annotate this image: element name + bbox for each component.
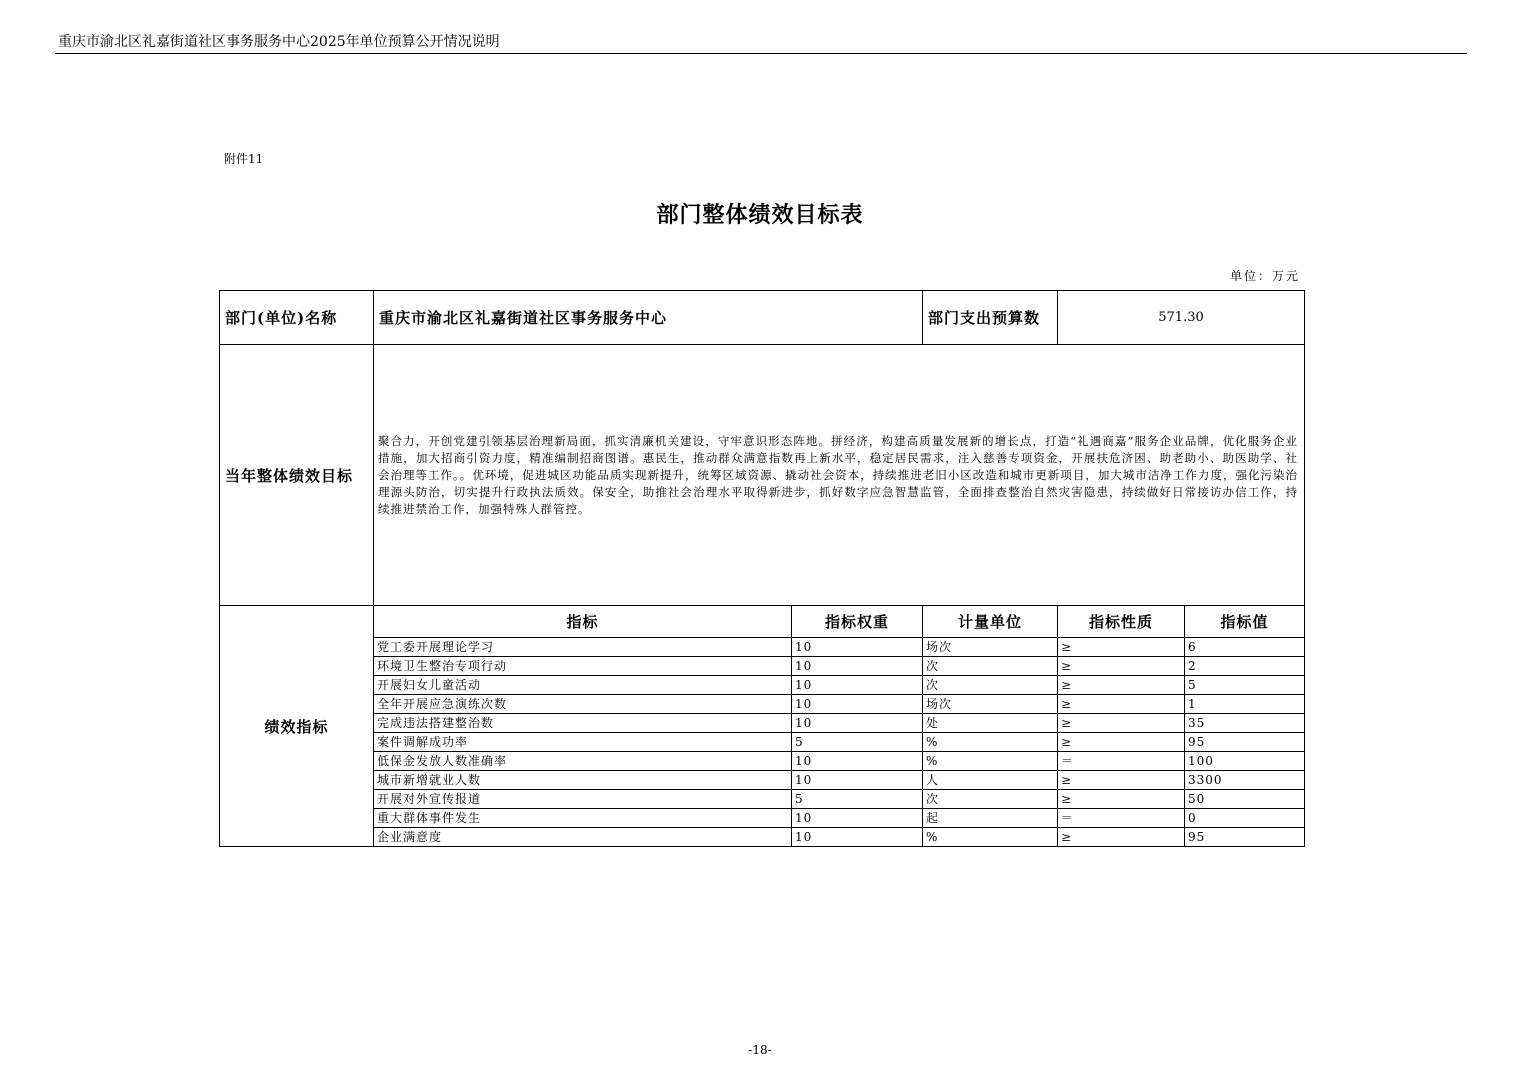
indicator-weight: 10 xyxy=(792,657,923,676)
unit-note: 单位：万元 xyxy=(1229,269,1300,283)
indicator-name: 党工委开展理论学习 xyxy=(374,638,792,657)
indicator-nature: ≥ xyxy=(1058,714,1185,733)
column-header-value: 指标值 xyxy=(1185,606,1305,638)
indicator-unit: 次 xyxy=(923,790,1058,809)
table-row xyxy=(220,733,1305,752)
indicator-section-label: 绩效指标 xyxy=(220,606,374,847)
budget-label: 部门支出预算数 xyxy=(923,291,1058,345)
indicator-value: 35 xyxy=(1185,714,1305,733)
table-row xyxy=(220,695,1305,714)
indicator-weight: 5 xyxy=(792,790,923,809)
table-row xyxy=(220,657,1305,676)
indicator-nature: ≥ xyxy=(1058,733,1185,752)
indicator-unit: 次 xyxy=(923,676,1058,695)
indicator-value: 3300 xyxy=(1185,771,1305,790)
annual-goal-row xyxy=(220,345,1305,606)
table-row xyxy=(220,638,1305,657)
indicator-name: 开展对外宣传报道 xyxy=(374,790,792,809)
indicator-value: 2 xyxy=(1185,657,1305,676)
table-row xyxy=(220,828,1305,847)
indicator-unit: 场次 xyxy=(923,638,1058,657)
column-header-nature: 指标性质 xyxy=(1058,606,1185,638)
indicator-header-row xyxy=(220,606,1305,638)
table-row xyxy=(220,790,1305,809)
indicator-value: 50 xyxy=(1185,790,1305,809)
performance-target-table xyxy=(219,290,1305,847)
indicator-name: 案件调解成功率 xyxy=(374,733,792,752)
indicator-name: 企业满意度 xyxy=(374,828,792,847)
annual-goal-text: 聚合力，开创党建引领基层治理新局面，抓实清廉机关建设，守牢意识形态阵地。拼经济，构建高质量发展新的增长点，打造“礼遇商嘉”服务企业品牌，优化服务企业措施，加大招商引资力度，精准编制招商图谱。惠民生，推动群众满意指数再上新水平，稳定居民需求，注入慈善专项资金，开展扶危济困、助老助小、助医助学、社会治理等工作。。优环境，促进城区功能品质实现新提升，统筹区域资源、撬动社会资本，持续推进老旧小区改造和城市更新项目，加大城市洁净工作力度，强化污染治理源头防治，切实提升行政执法质效。保安全，助推社会治理水平取得新进步，抓好数字应急智慧监管，全面排查整治自然灾害隐患，持续做好日常接访办信工作，持续推进禁治工作，加强特殊人群管控。 xyxy=(374,345,1305,606)
indicator-unit: 次 xyxy=(923,657,1058,676)
table-row xyxy=(220,771,1305,790)
budget-value: 571.30 xyxy=(1058,291,1305,345)
indicator-weight: 10 xyxy=(792,638,923,657)
table-row xyxy=(220,752,1305,771)
attachment-label: 附件11 xyxy=(224,152,264,166)
indicator-name: 城市新增就业人数 xyxy=(374,771,792,790)
indicator-nature: ≥ xyxy=(1058,695,1185,714)
indicator-weight: 10 xyxy=(792,828,923,847)
table-row xyxy=(220,714,1305,733)
indicator-name: 全年开展应急演练次数 xyxy=(374,695,792,714)
indicator-weight: 10 xyxy=(792,752,923,771)
indicator-nature: ≥ xyxy=(1058,638,1185,657)
indicator-weight: 10 xyxy=(792,771,923,790)
dept-name-label: 部门(单位)名称 xyxy=(220,291,374,345)
indicator-weight: 10 xyxy=(792,695,923,714)
column-header-unit: 计量单位 xyxy=(923,606,1058,638)
indicator-nature: ≥ xyxy=(1058,790,1185,809)
indicator-name: 重大群体事件发生 xyxy=(374,809,792,828)
indicator-nature: ≥ xyxy=(1058,676,1185,695)
indicator-unit: 场次 xyxy=(923,695,1058,714)
indicator-nature: ＝ xyxy=(1058,752,1185,771)
indicator-weight: 5 xyxy=(792,733,923,752)
indicator-nature: ≥ xyxy=(1058,828,1185,847)
indicator-name: 环境卫生整治专项行动 xyxy=(374,657,792,676)
annual-goal-label: 当年整体绩效目标 xyxy=(220,345,374,606)
page-number: -18- xyxy=(748,1043,772,1057)
header-rule xyxy=(55,53,1467,54)
indicator-unit: 人 xyxy=(923,771,1058,790)
indicator-value: 95 xyxy=(1185,733,1305,752)
indicator-unit: % xyxy=(923,828,1058,847)
indicator-value: 1 xyxy=(1185,695,1305,714)
document-header-title: 重庆市渝北区礼嘉街道社区事务服务中心2025年单位预算公开情况说明 xyxy=(58,34,500,50)
table-row xyxy=(220,676,1305,695)
document-title: 部门整体绩效目标表 xyxy=(656,202,864,228)
indicator-value: 95 xyxy=(1185,828,1305,847)
indicator-value: 6 xyxy=(1185,638,1305,657)
column-header-indicator: 指标 xyxy=(374,606,792,638)
indicator-value: 100 xyxy=(1185,752,1305,771)
dept-info-row xyxy=(220,291,1305,345)
dept-name-value: 重庆市渝北区礼嘉街道社区事务服务中心 xyxy=(374,291,923,345)
indicator-unit: 起 xyxy=(923,809,1058,828)
table-row xyxy=(220,809,1305,828)
column-header-weight: 指标权重 xyxy=(792,606,923,638)
indicator-unit: 处 xyxy=(923,714,1058,733)
indicator-name: 开展妇女儿童活动 xyxy=(374,676,792,695)
indicator-nature: ≥ xyxy=(1058,771,1185,790)
indicator-value: 5 xyxy=(1185,676,1305,695)
indicator-name: 完成违法搭建整治数 xyxy=(374,714,792,733)
indicator-nature: ≥ xyxy=(1058,657,1185,676)
indicator-weight: 10 xyxy=(792,676,923,695)
indicator-name: 低保金发放人数准确率 xyxy=(374,752,792,771)
indicator-nature: ＝ xyxy=(1058,809,1185,828)
indicator-value: 0 xyxy=(1185,809,1305,828)
indicator-weight: 10 xyxy=(792,714,923,733)
indicator-weight: 10 xyxy=(792,809,923,828)
indicator-unit: % xyxy=(923,752,1058,771)
indicator-unit: % xyxy=(923,733,1058,752)
